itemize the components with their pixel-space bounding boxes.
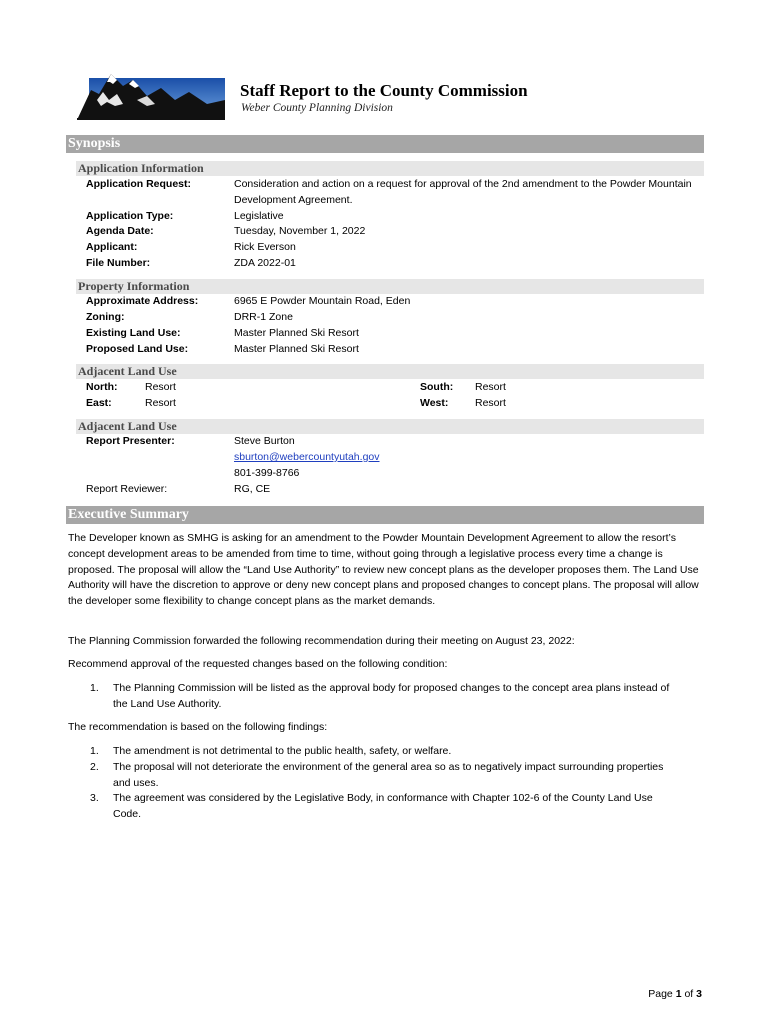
south-value: Resort [475,381,506,393]
staff-information-heading: Adjacent Land Use [76,419,704,434]
file-number-value: ZDA 2022-01 [234,257,296,269]
list-item-number: 3. [90,792,99,805]
page-total: 3 [696,988,702,1000]
address-value: 6965 E Powder Mountain Road, Eden [234,295,411,307]
presenter-phone: 801-399-8766 [234,467,300,479]
north-label: North: [86,381,118,393]
summary-paragraph-4: The recommendation is based on the following findings: [68,721,328,733]
zoning-value: DRR-1 Zone [234,311,293,323]
existing-land-use-value: Master Planned Ski Resort [234,327,359,339]
report-presenter-label: Report Presenter: [86,435,175,447]
existing-land-use-label: Existing Land Use: [86,327,181,339]
agenda-date-value: Tuesday, November 1, 2022 [234,225,366,237]
west-label: West: [420,397,449,409]
summary-paragraph-1: The Developer known as SMHG is asking for an amendment to the Powder Mountain Development Agreement to allow the resort’s concept development areas to be amended from time to time, without going through a legislative process every time a change is proposed. The proposal will allow the “Land Use Authority” to review new concept plans as the developer proposes them. The Land Use Authority will have the discretion to approve or deny new concept plans and proposed changes to concept plans. The proposal will allow the developer some flexibility to change concept plans as the market demands. [68,532,699,608]
page-number [648,988,702,1000]
agenda-date-label: Agenda Date: [86,225,154,237]
list-item [68,744,704,760]
of-word: of [684,988,694,1000]
property-information-heading: Property Information [76,279,704,294]
list-item [68,760,704,792]
adjacent-land-use-heading: Adjacent Land Use [76,364,704,379]
east-label: East: [86,397,112,409]
list-item [68,681,704,713]
list-item-text: The Planning Commission will be listed as the approval body for proposed changes to the concept area plans instead of the Land Use Authority. [113,682,670,710]
report-reviewer-label: Report Reviewer: [86,483,168,495]
application-request-value: Consideration and action on a request for approval of the 2nd amendment to the Powder Mountain Development Agreement. [234,178,692,206]
list-item-text: The amendment is not detrimental to the public health, safety, or welfare. [113,745,452,757]
east-value: Resort [145,397,176,409]
application-request-label: Application Request: [86,178,192,190]
summary-paragraph-3: Recommend approval of the requested changes based on the following condition: [68,658,448,670]
conditions-list [68,681,704,713]
page-word: Page [648,988,673,1000]
address-label: Approximate Address: [86,295,199,307]
page-current: 1 [675,988,682,1000]
report-title: Staff Report to the County Commission [240,81,528,100]
application-type-value: Legislative [234,210,284,222]
list-item-text: The proposal will not deteriorate the environment of the general area so as to negatively impact surrounding properties and uses. [113,760,664,789]
zoning-label: Zoning: [86,311,125,323]
list-item-number: 1. [90,682,99,694]
synopsis-heading: Synopsis [66,135,704,153]
list-item-text: The agreement was considered by the Legislative Body, in conformance with Chapter 102-6 of the County Land Use Code. [113,792,653,821]
application-type-label: Application Type: [86,210,174,222]
proposed-land-use-value: Master Planned Ski Resort [234,343,359,355]
report-reviewer-value: RG, CE [234,483,271,495]
applicant-value: Rick Everson [234,241,296,253]
report-subtitle: Weber County Planning Division [241,102,393,114]
north-value: Resort [145,381,176,393]
summary-paragraph-2: The Planning Commission forwarded the following recommendation during their meeting on August 23, 2022: [68,635,575,647]
proposed-land-use-label: Proposed Land Use: [86,343,189,355]
west-value: Resort [475,397,506,409]
findings-list [68,744,704,823]
list-item-number: 1. [90,745,99,757]
list-item [68,791,704,823]
executive-summary-heading: Executive Summary [66,506,704,524]
list-item-number: 2. [90,760,99,773]
presenter-name: Steve Burton [234,435,295,447]
south-label: South: [420,381,454,393]
application-information-heading: Application Information [76,161,704,176]
mountain-logo-icon [77,70,225,120]
file-number-label: File Number: [86,257,151,269]
presenter-email-link[interactable]: sburton@webercountyutah.gov [234,451,380,463]
applicant-label: Applicant: [86,241,138,253]
